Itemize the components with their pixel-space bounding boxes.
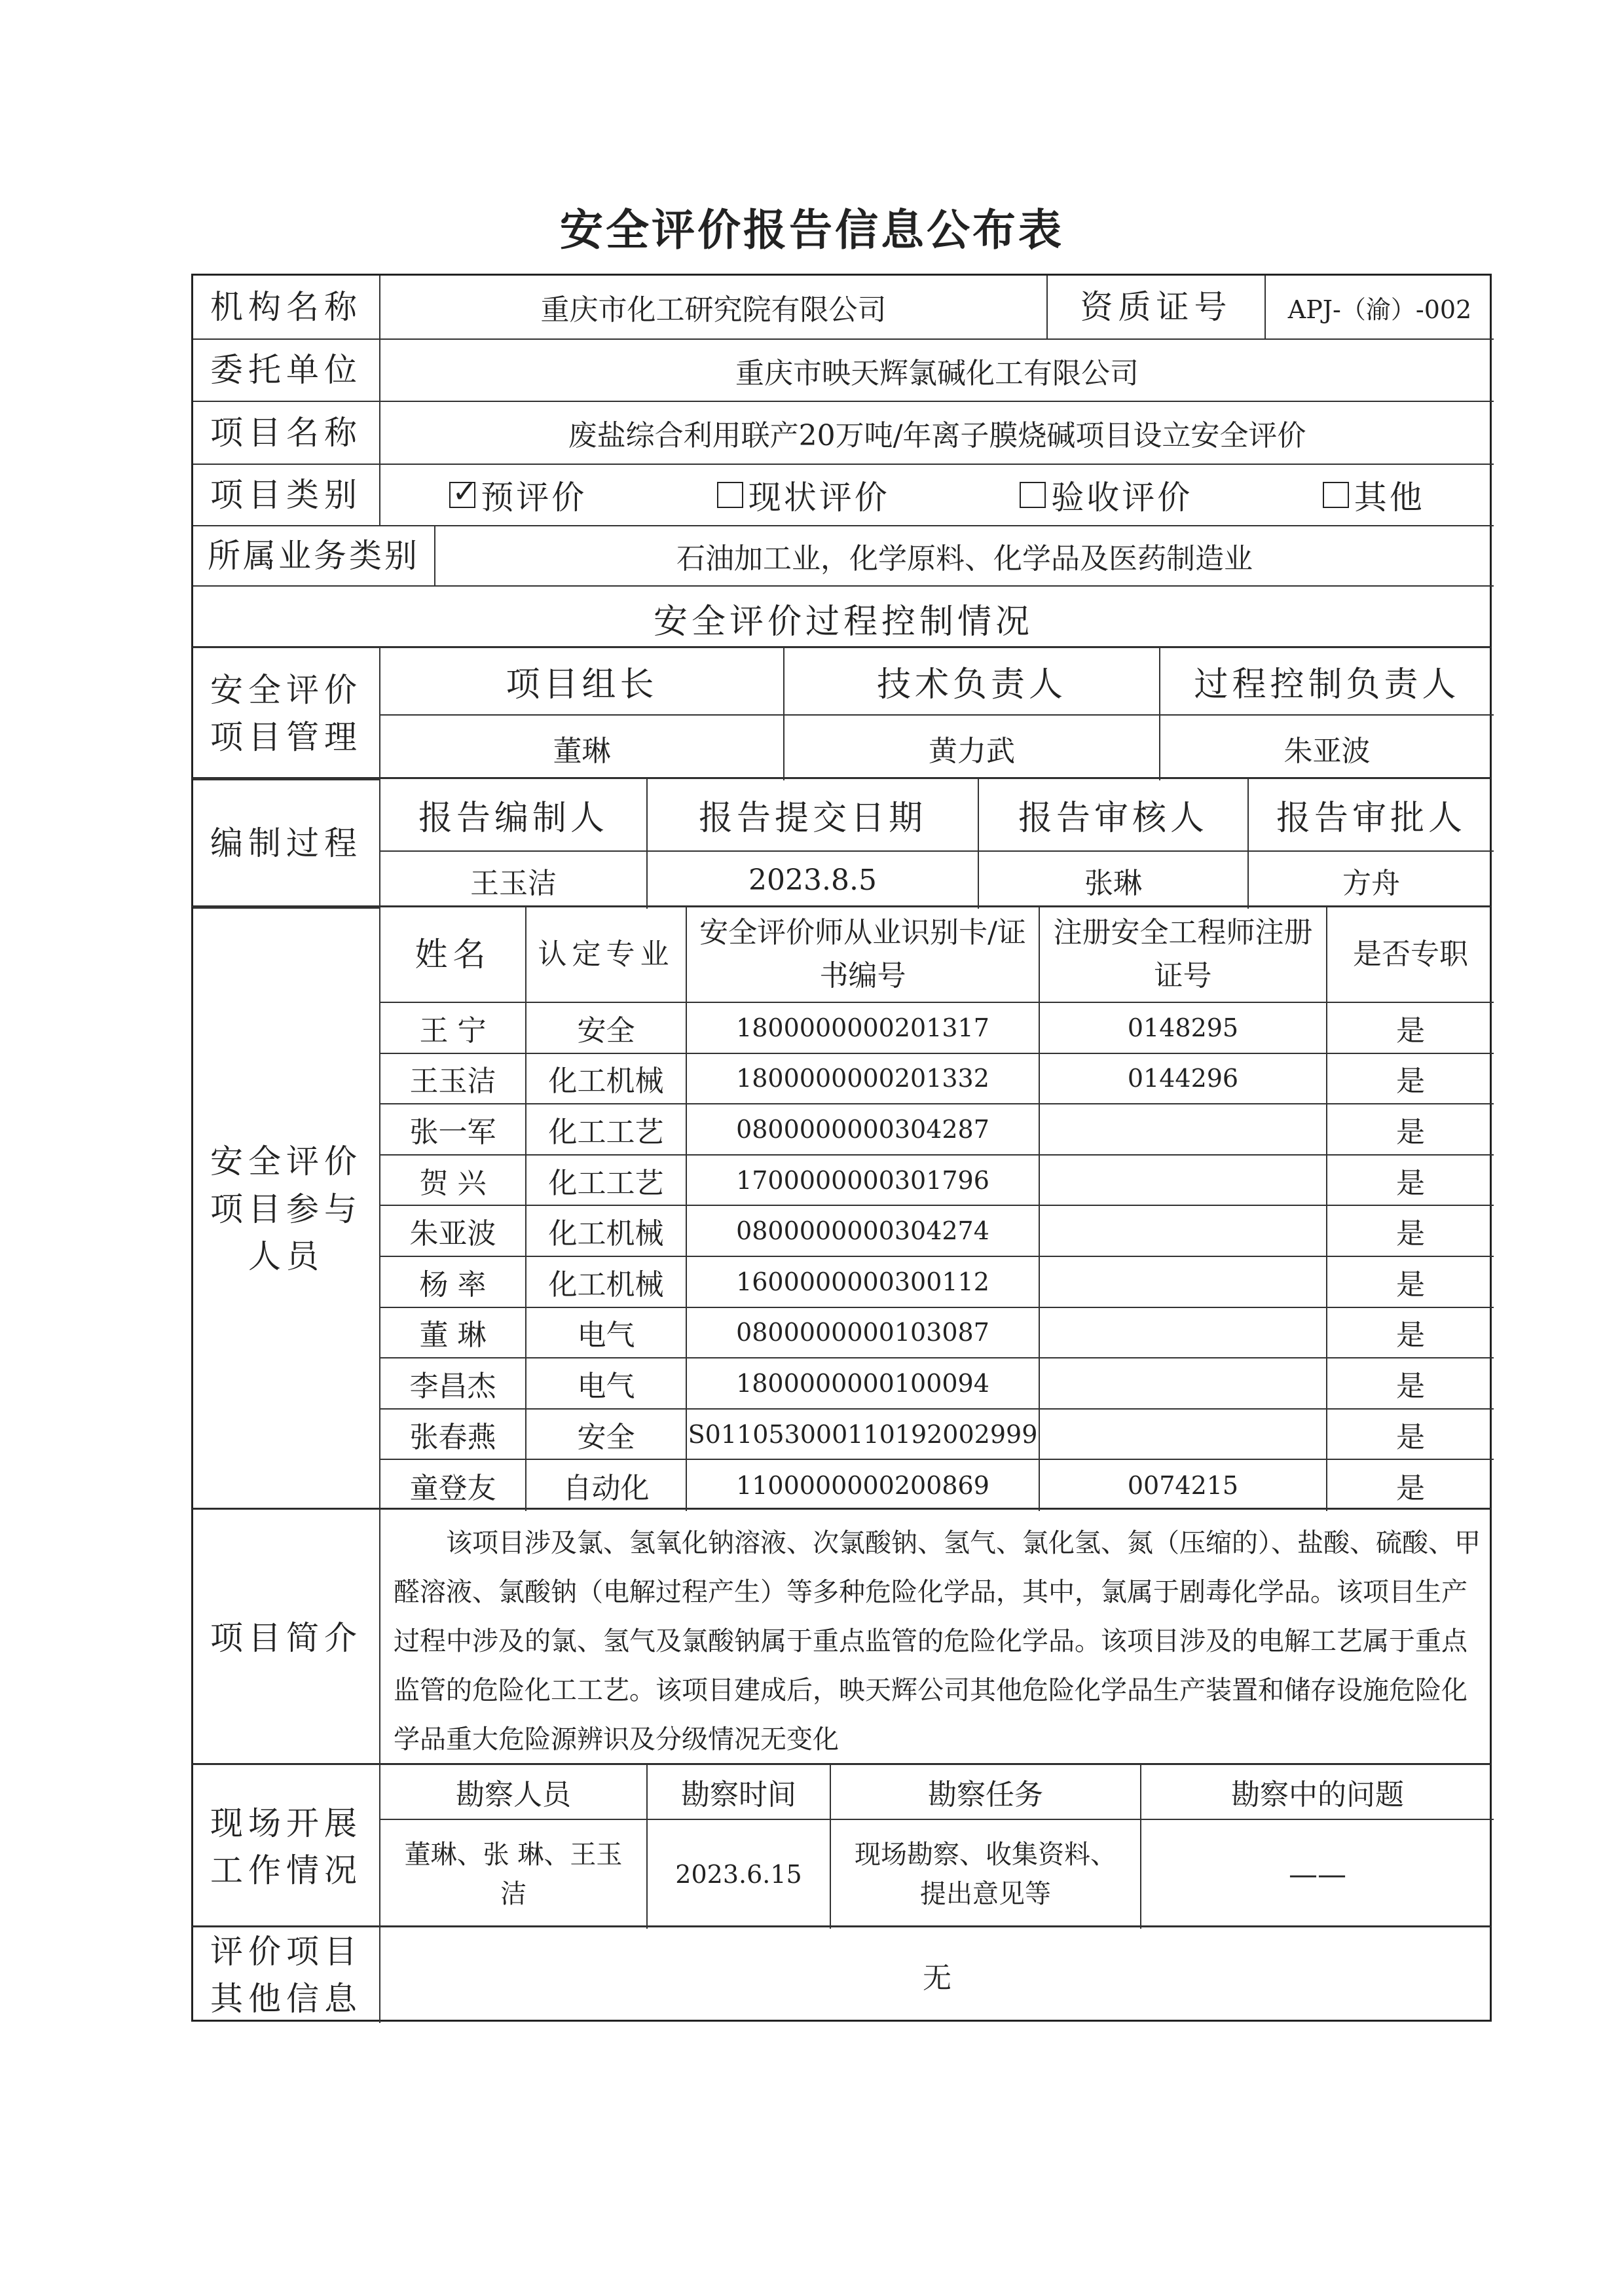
participant-fulltime: 是	[1327, 1257, 1494, 1308]
participant-card-number: 1800000000201317	[687, 1003, 1040, 1054]
other-label: 评价项目其他信息	[193, 1927, 380, 2023]
participant-reg-number	[1040, 1358, 1327, 1410]
compile-value-author: 王玉洁	[380, 852, 648, 909]
site-value-people: 董琳、张 琳、王玉洁	[380, 1820, 648, 1929]
client-value: 重庆市映天辉氯碱化工有限公司	[380, 340, 1494, 402]
participant-major: 化工工艺	[526, 1156, 687, 1207]
org-label: 机构名称	[193, 276, 380, 340]
participant-major: 电气	[526, 1358, 687, 1410]
participant-fulltime: 是	[1327, 1206, 1494, 1257]
participant-reg-number	[1040, 1308, 1327, 1359]
category-label: 项目类别	[193, 465, 380, 526]
participant-reg-number	[1040, 1410, 1327, 1461]
participant-fulltime: 是	[1327, 1104, 1494, 1156]
participant-reg-number	[1040, 1104, 1327, 1156]
participant-reg-number: 0074215	[1040, 1460, 1327, 1511]
participant-major: 化工机械	[526, 1206, 687, 1257]
site-value-issue: ——	[1289, 1857, 1346, 1891]
participants-header-major: 认定专业	[526, 907, 687, 1003]
site-header-people: 勘察人员	[380, 1765, 648, 1820]
category-option-status[interactable]: 现状评价	[717, 471, 890, 519]
management-label: 安全评价项目管理	[193, 648, 380, 780]
site-value-time: 2023.6.15	[648, 1820, 831, 1929]
compile-header-date: 报告提交日期	[648, 779, 979, 852]
participant-fulltime: 是	[1327, 1358, 1494, 1410]
site-header-issue: 勘察中的问题	[1141, 1765, 1494, 1820]
participant-name: 王 宁	[380, 1003, 526, 1054]
management-value-tech: 黄力武	[784, 716, 1160, 780]
participant-name: 朱亚波	[380, 1206, 526, 1257]
participant-reg-number: 0148295	[1040, 1003, 1327, 1054]
participant-major: 自动化	[526, 1460, 687, 1511]
participant-name: 张一军	[380, 1104, 526, 1156]
site-label: 现场开展工作情况	[193, 1765, 380, 1929]
checkbox-icon[interactable]	[1323, 482, 1349, 508]
management-header-leader: 项目组长	[380, 648, 784, 716]
participant-name: 杨 率	[380, 1257, 526, 1308]
compile-header-reviewer: 报告审核人	[979, 779, 1249, 852]
cert-value: APJ-（渝）-002	[1266, 276, 1494, 340]
participant-name: 贺 兴	[380, 1156, 526, 1207]
participant-major: 电气	[526, 1308, 687, 1359]
management-value-process: 朱亚波	[1283, 734, 1371, 768]
page-title: 安全评价报告信息公布表	[560, 204, 1064, 255]
participant-card-number: 1800000000201332	[687, 1054, 1040, 1105]
management-header-tech: 技术负责人	[784, 648, 1160, 716]
participant-card-number: 1700000000301796	[687, 1156, 1040, 1207]
org-value: 重庆市化工研究院有限公司	[380, 276, 1048, 340]
project-value: 废盐综合利用联产20万吨/年离子膜烧碱项目设立安全评价	[380, 402, 1494, 465]
participant-name: 李昌杰	[380, 1358, 526, 1410]
compile-header-approver: 报告审批人	[1249, 779, 1494, 852]
participant-card-number: 0800000000304274	[687, 1206, 1040, 1257]
compile-header-author: 报告编制人	[380, 779, 648, 852]
participant-card-number: 1600000000300112	[687, 1257, 1040, 1308]
participant-fulltime: 是	[1327, 1156, 1494, 1207]
participant-reg-number	[1040, 1206, 1327, 1257]
participant-major: 安全	[526, 1410, 687, 1461]
participant-major: 化工机械	[526, 1054, 687, 1105]
participant-fulltime: 是	[1396, 1472, 1425, 1506]
site-header-time: 勘察时间	[648, 1765, 831, 1820]
intro-table	[191, 1508, 1492, 1765]
participant-fulltime: 是	[1327, 1410, 1494, 1461]
category-option-pre[interactable]: ✓ 预评价	[449, 471, 587, 519]
participant-card-number: 0800000000103087	[687, 1308, 1040, 1359]
participant-card-number: S011053000110192002999	[687, 1410, 1040, 1461]
participant-major: 化工机械	[526, 1257, 687, 1308]
management-header-process: 过程控制负责人	[1160, 648, 1494, 716]
site-header-task: 勘察任务	[831, 1765, 1141, 1820]
participant-card-number: 0800000000304287	[687, 1104, 1040, 1156]
category-option-other[interactable]: 其他	[1323, 471, 1425, 519]
participant-reg-number	[1040, 1257, 1327, 1308]
participants-header-fulltime: 是否专职	[1327, 907, 1494, 1003]
participant-reg-number	[1040, 1156, 1327, 1207]
intro-label: 项目简介	[193, 1510, 380, 1766]
participants-label: 安全评价项目参与人员	[193, 907, 380, 1511]
site-value-task: 现场勘察、收集资料、提出意见等	[831, 1820, 1141, 1929]
basic-info-table	[191, 274, 1492, 648]
compile-label: 编制过程	[193, 779, 380, 909]
participant-card-number: 1100000000200869	[687, 1460, 1040, 1511]
other-table	[191, 1926, 1492, 2022]
participant-reg-number: 0144296	[1040, 1054, 1327, 1105]
participant-fulltime: 是	[1327, 1003, 1494, 1054]
participant-name: 董 琳	[380, 1308, 526, 1359]
participant-major: 安全	[526, 1003, 687, 1054]
category-options	[380, 465, 1494, 526]
participant-name: 王玉洁	[380, 1054, 526, 1105]
participants-header-name: 姓名	[380, 907, 526, 1003]
cert-label: 资质证号	[1048, 276, 1266, 340]
compile-value-approver: 方舟	[1342, 866, 1400, 900]
intro-text: 该项目涉及氯、氢氧化钠溶液、次氯酸钠、氢气、氯化氢、氮（压缩的）、盐酸、硫酸、甲醛溶液、氯酸钠（电解过程产生）等多种危险化学品，其中，氯属于剧毒化学品。该项目生产过程中涉及的氯、氢气及氯酸钠属于重点监管的危险化学品。该项目涉及的电解工艺属于重点监管的危险化工工艺。该项目建成后，映天辉公司其他危险化学品生产装置和储存设施危险化学品重大危险源辨识及分级情况无变化	[394, 1528, 1481, 1755]
checkbox-icon[interactable]	[717, 482, 743, 508]
checkbox-icon[interactable]	[1020, 482, 1046, 508]
participants-table	[191, 906, 1492, 1510]
business-label: 所属业务类别	[193, 526, 435, 587]
category-option-acceptance[interactable]: 验收评价	[1020, 471, 1192, 519]
business-value: 石油加工业，化学原料、化学品及医药制造业	[435, 526, 1494, 587]
participant-major: 化工工艺	[526, 1104, 687, 1156]
compile-table	[191, 778, 1492, 907]
compile-value-date: 2023.8.5	[648, 852, 979, 909]
checked-box-icon[interactable]	[449, 482, 475, 508]
compile-value-reviewer: 张琳	[979, 852, 1249, 909]
other-value: 无	[923, 1961, 951, 1995]
participant-fulltime: 是	[1327, 1308, 1494, 1359]
site-table	[191, 1764, 1492, 1927]
participant-card-number: 1800000000100094	[687, 1358, 1040, 1410]
management-value-leader: 董琳	[380, 716, 784, 780]
participants-header-reg: 注册安全工程师注册证号	[1040, 907, 1327, 1003]
participants-header-card: 安全评价师从业识别卡/证书编号	[687, 907, 1040, 1003]
participant-name: 张春燕	[380, 1410, 526, 1461]
participant-name: 童登友	[380, 1460, 526, 1511]
management-table	[191, 647, 1492, 779]
project-label: 项目名称	[193, 402, 380, 465]
client-label: 委托单位	[193, 340, 380, 402]
process-heading: 安全评价过程控制情况	[653, 602, 1033, 642]
participant-fulltime: 是	[1327, 1054, 1494, 1105]
